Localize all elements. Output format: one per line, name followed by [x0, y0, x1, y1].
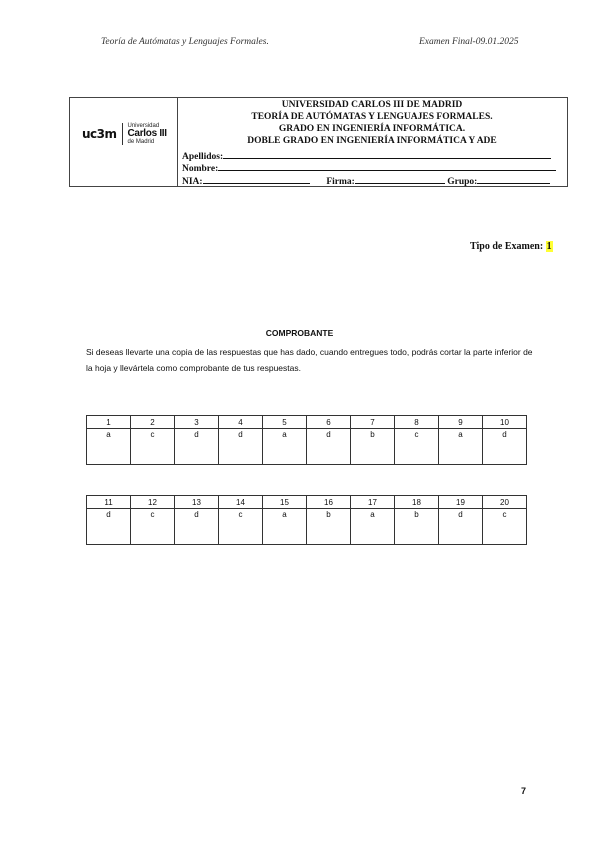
firma-label: Firma: [326, 177, 355, 187]
question-number: 15 [263, 496, 307, 509]
exam-type-value: 1 [546, 241, 552, 252]
running-header-course: Teoría de Autómatas y Lenguajes Formales. [101, 37, 269, 47]
answer-cell: b [307, 509, 351, 545]
title-course: TEORÍA DE AUTÓMATAS Y LENGUAJES FORMALES. [251, 112, 493, 122]
apellidos-input-line[interactable] [223, 150, 551, 159]
question-number: 8 [395, 416, 439, 429]
title-double-degree: DOBLE GRADO EN INGENIERÍA INFORMÁTICA Y ADE [247, 136, 497, 146]
apellidos-label: Apellidos: [182, 152, 224, 162]
question-number-row [87, 416, 527, 429]
answer-cell: d [307, 429, 351, 465]
answer-cell: a [439, 429, 483, 465]
grupo-label: Grupo: [447, 177, 478, 187]
answer-cell: b [351, 429, 395, 465]
answer-cell: a [263, 509, 307, 545]
question-number: 2 [131, 416, 175, 429]
answer-cell: a [87, 429, 131, 465]
answer-cell: c [219, 509, 263, 545]
question-number: 1 [87, 416, 131, 429]
question-number: 4 [219, 416, 263, 429]
question-number: 6 [307, 416, 351, 429]
title-degree: GRADO EN INGENIERÍA INFORMÁTICA. [278, 124, 466, 134]
answer-cell: d [87, 509, 131, 545]
answer-cell: d [483, 429, 527, 465]
answer-cell: d [175, 429, 219, 465]
answer-cell: c [483, 509, 527, 545]
grupo-input-line[interactable] [477, 175, 550, 184]
comprobante-title: COMPROBANTE [265, 328, 334, 338]
answer-cell: c [395, 429, 439, 465]
title-university: UNIVERSIDAD CARLOS III DE MADRID [281, 100, 463, 110]
answer-cell: d [439, 509, 483, 545]
answer-cell: a [351, 509, 395, 545]
exam-titles [178, 99, 566, 147]
logo-name [128, 123, 167, 145]
exam-type-label: Tipo de Examen: [470, 241, 544, 252]
nombre-label: Nombre: [182, 164, 219, 174]
logo-separator [122, 123, 123, 145]
question-number: 7 [351, 416, 395, 429]
question-number: 11 [87, 496, 131, 509]
answer-cell: c [131, 429, 175, 465]
question-number: 13 [175, 496, 219, 509]
question-number: 9 [439, 416, 483, 429]
logo-uc3m: uc3m [82, 127, 117, 141]
answer-row [87, 429, 527, 465]
nombre-input-line[interactable] [218, 162, 556, 171]
nombre-field [182, 162, 556, 175]
answer-cell: d [219, 429, 263, 465]
question-number: 17 [351, 496, 395, 509]
question-number: 18 [395, 496, 439, 509]
answer-table-2 [86, 495, 527, 545]
answer-cell: c [131, 509, 175, 545]
university-logo [82, 123, 167, 145]
question-number: 5 [263, 416, 307, 429]
question-number-row [87, 496, 527, 509]
answer-cell: d [175, 509, 219, 545]
answer-row [87, 509, 527, 545]
logo-cell [70, 98, 178, 186]
answer-cell: a [263, 429, 307, 465]
logo-line-1: Universidad [127, 123, 160, 129]
nia-label: NIA: [182, 177, 203, 187]
question-number: 20 [483, 496, 527, 509]
question-number: 12 [131, 496, 175, 509]
answer-cell: b [395, 509, 439, 545]
question-number: 10 [483, 416, 527, 429]
question-number: 14 [219, 496, 263, 509]
question-number: 19 [439, 496, 483, 509]
student-id-box [69, 97, 568, 187]
question-number: 16 [307, 496, 351, 509]
answer-table-1 [86, 415, 527, 465]
logo-line-2: Carlos III [127, 128, 167, 139]
nia-input-line[interactable] [203, 175, 310, 184]
nia-firma-grupo-field [182, 175, 550, 188]
question-number: 3 [175, 416, 219, 429]
logo-line-3: de Madrid [127, 139, 155, 145]
firma-input-line[interactable] [355, 175, 445, 184]
page-number: 7 [521, 786, 527, 796]
comprobante-text: Si deseas llevarte una copia de las respuestas que has dado, cuando entregues todo, podrás cortar la parte inferior de la hoja y llevártela como comprobante de tus respuestas. [86, 347, 533, 373]
running-header-exam-date: Examen Final-09.01.2025 [419, 37, 519, 47]
exam-type [470, 241, 553, 252]
